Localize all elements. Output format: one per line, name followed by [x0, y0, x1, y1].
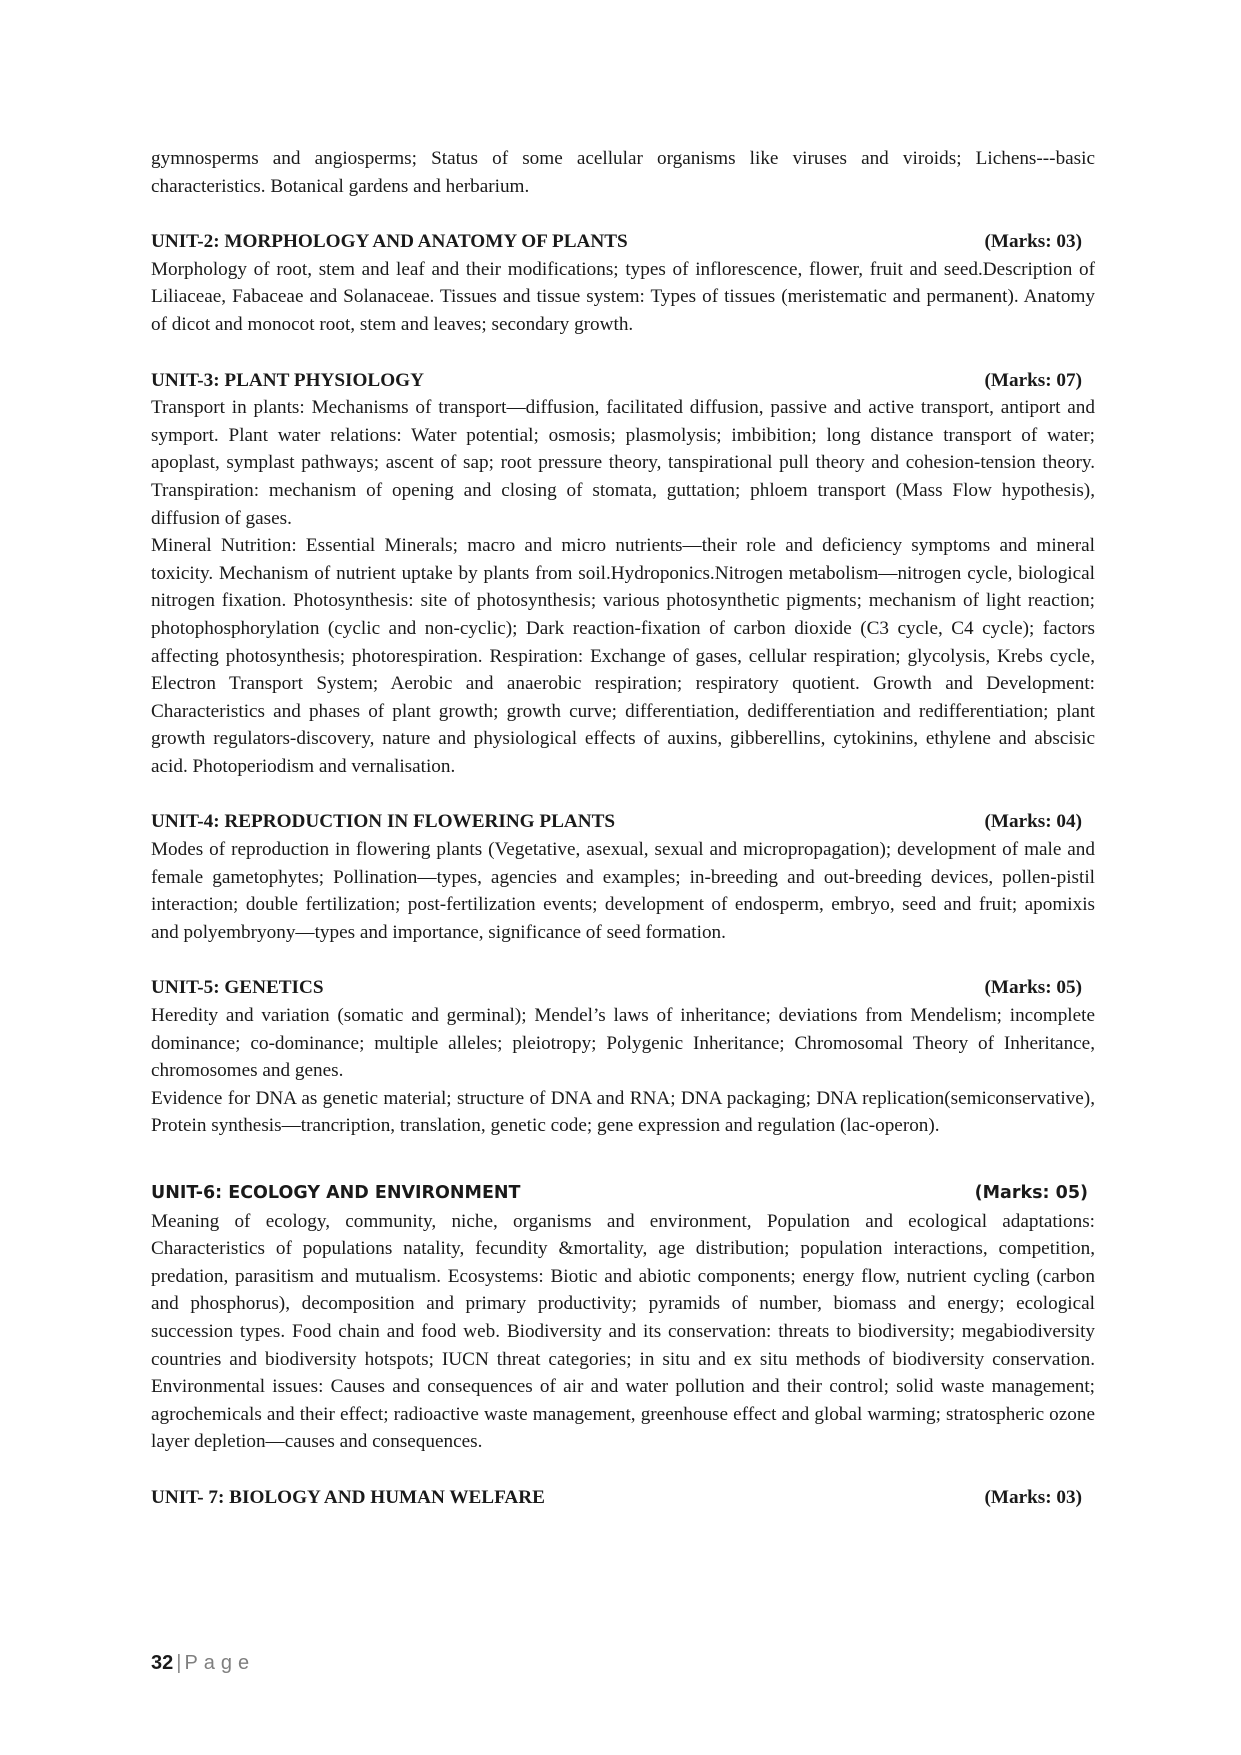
unit-7-section	[151, 1484, 1095, 1512]
unit-heading	[151, 1180, 1095, 1208]
unit-5-section	[151, 974, 1095, 1140]
unit-title: UNIT-3: PLANT PHYSIOLOGY	[151, 369, 424, 391]
document-page	[151, 145, 1095, 1512]
unit-title: UNIT-2: MORPHOLOGY AND ANATOMY OF PLANTS	[151, 231, 628, 253]
unit-paragraph: Transport in plants: Mechanisms of transport—diffusion, facilitated diffusion, passive and active transport, antiport and symport. Plant water relations: Water potential; osmosis; plasmolysis; imbibition; long distance transport of water; apoplast, symplast pathways; ascent of sap; root pressure theory, tanspirational pull theory and cohesion-tension theory. Transpiration: mechanism of opening and closing of stomata, guttation; phloem transport (Mass Flow hypothesis), diffusion of gases.	[151, 397, 1095, 529]
intro-paragraph: gymnosperms and angiosperms; Status of some acellular organisms like viruses and viroids; Lichens---basic characteristics. Botanical gardens and herbarium.	[151, 148, 1095, 197]
page-footer	[151, 1652, 255, 1675]
spacer	[151, 200, 1095, 228]
spacer	[151, 780, 1095, 808]
unit-title: UNIT-4: REPRODUCTION IN FLOWERING PLANTS	[151, 811, 616, 833]
spacer	[151, 946, 1095, 974]
unit-4-section	[151, 808, 1095, 946]
unit-title: UNIT-5: GENETICS	[151, 977, 324, 999]
footer-separator: |	[176, 1652, 182, 1674]
unit-3-section	[151, 367, 1095, 781]
unit-6-section	[151, 1180, 1095, 1456]
unit-paragraph: Heredity and variation (somatic and germinal); Mendel’s laws of inheritance; deviations from Mendelism; incomplete dominance; co-dominance; multiple alleles; pleiotropy; Polygenic Inheritance; Chromosomal Theory of Inheritance, chromosomes and genes.	[151, 1005, 1095, 1082]
unit-heading	[151, 1484, 1095, 1512]
unit-title: UNIT- 7: BIOLOGY AND HUMAN WELFARE	[151, 1486, 545, 1508]
unit-paragraph: Meaning of ecology, community, niche, organisms and environment, Population and ecological adaptations: Characteristics of populations natality, fecundity &mortality, age distribution; population interactions, competition, predation, parasitism and mutualism. Ecosystems: Biotic and abiotic components; energy flow, nutrient cycling (carbon and phosphorus), decomposition and primary productivity; pyramids of number, biomass and energy; ecological succession types. Food chain and food web. Biodiversity and its conservation: threats to biodiversity; megabiodiversity countries and biodiversity hotspots; IUCN threat categories; in situ and ex situ methods of biodiversity conservation. Environmental issues: Causes and consequences of air and water pollution and their control; solid waste management; agrochemicals and their effect; radioactive waste management, greenhouse effect and global warming; stratospheric ozone layer depletion—causes and consequences.	[151, 1210, 1095, 1453]
page-number: 32	[151, 1652, 174, 1674]
unit-marks: (Marks: 03)	[984, 231, 1082, 253]
spacer	[151, 1456, 1095, 1484]
unit-heading	[151, 974, 1095, 1002]
unit-marks: (Marks: 03)	[984, 1486, 1082, 1508]
unit-marks: (Marks: 07)	[984, 369, 1082, 391]
unit-marks: (Marks: 05)	[974, 1183, 1088, 1203]
unit-paragraph: Morphology of root, stem and leaf and their modifications; types of inflorescence, flower, fruit and seed.Description of Liliaceae, Fabaceae and Solanaceae. Tissues and tissue system: Types of tissues (meristematic and permanent). Anatomy of dicot and monocot root, stem and leaves; secondary growth.	[151, 258, 1095, 335]
spacer	[151, 1140, 1095, 1180]
page-label: Page	[184, 1652, 256, 1674]
unit-heading	[151, 367, 1095, 395]
unit-paragraph: Mineral Nutrition: Essential Minerals; macro and micro nutrients—their role and deficiency symptoms and mineral toxicity. Mechanism of nutrient uptake by plants from soil.Hydroponics.Nitrogen metabolism—nitrogen cycle, biological nitrogen fixation. Photosynthesis: site of photosynthesis; various photosynthetic pigments; mechanism of light reaction; photophosphorylation (cyclic and non-cyclic); Dark reaction-fixation of carbon dioxide (C3 cycle, C4 cycle); factors affecting photosynthesis; photorespiration. Respiration: Exchange of gases, cellular respiration; glycolysis, Krebs cycle, Electron Transport System; Aerobic and anaerobic respiration; respiratory quotient. Growth and Development: Characteristics and phases of plant growth; growth curve; differentiation, dedifferentiation and redifferentiation; plant growth regulators-discovery, nature and physiological effects of auxins, gibberellins, cytokinins, ethylene and abscisic acid. Photoperiodism and vernalisation.	[151, 535, 1095, 777]
spacer	[151, 339, 1095, 367]
unit-heading	[151, 228, 1095, 256]
unit-2-section	[151, 228, 1095, 338]
unit-marks: (Marks: 05)	[984, 977, 1082, 999]
unit-heading	[151, 808, 1095, 836]
unit-paragraph: Modes of reproduction in flowering plants (Vegetative, asexual, sexual and micropropagation); development of male and female gametophytes; Pollination—types, agencies and examples; in-breeding and out-breeding devices, pollen-pistil interaction; double fertilization; post-fertilization events; development of endosperm, embryo, seed and fruit; apomixis and polyembryony—types and importance, significance of seed formation.	[151, 839, 1095, 943]
unit-marks: (Marks: 04)	[984, 811, 1082, 833]
unit-title: UNIT-6: ECOLOGY AND ENVIRONMENT	[151, 1183, 521, 1203]
unit-paragraph: Evidence for DNA as genetic material; structure of DNA and RNA; DNA packaging; DNA replication(semiconservative), Protein synthesis—trancription, translation, genetic code; gene expression and regulation (lac-operon).	[151, 1087, 1095, 1137]
